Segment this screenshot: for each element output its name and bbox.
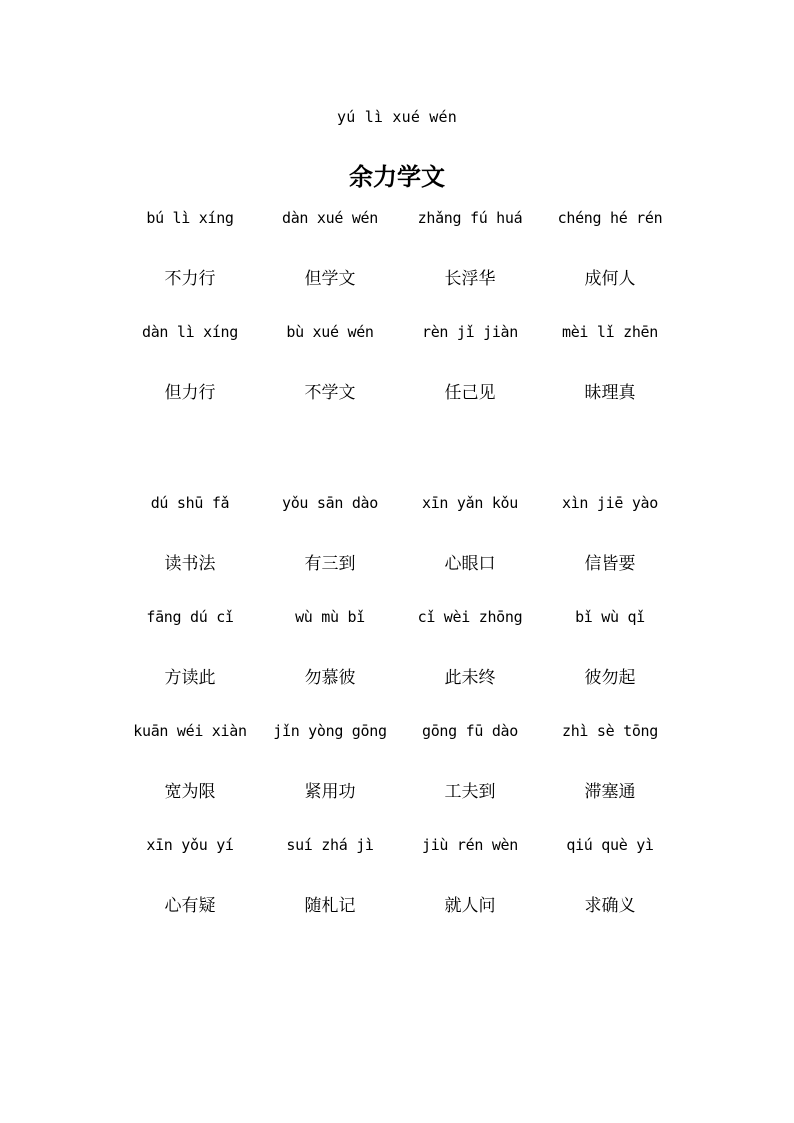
pinyin-phrase: bù xué wén	[286, 323, 374, 341]
hanzi-phrase: 昧理真	[584, 383, 636, 403]
pinyin-phrase: chéng hé rén	[557, 209, 663, 227]
hanzi-phrase: 心有疑	[164, 896, 216, 916]
pinyin-phrase: zhì sè tōng	[561, 722, 659, 740]
pinyin-phrase: dàn xué wén	[281, 209, 379, 227]
pinyin-phrase: wù mù bǐ	[295, 608, 365, 626]
hanzi-phrase: 心眼口	[444, 554, 496, 574]
hanzi-phrase: 不学文	[304, 383, 356, 403]
page-title: 余力学文	[349, 162, 445, 191]
pinyin-phrase: mèi lǐ zhēn	[561, 323, 659, 341]
hanzi-phrase: 有三到	[304, 554, 356, 574]
pinyin-phrase: dàn lì xíng	[141, 323, 239, 341]
pinyin-row	[120, 836, 680, 860]
pinyin-phrase: jiù rén wèn	[421, 836, 519, 854]
pinyin-phrase: jǐn yòng gōng	[273, 722, 387, 740]
pinyin-phrase: bú lì xíng	[146, 209, 234, 227]
hanzi-phrase: 但力行	[164, 383, 216, 403]
hanzi-phrase: 紧用功	[304, 782, 356, 802]
pinyin-phrase: xìn jiē yào	[561, 494, 659, 512]
hanzi-phrase: 滞塞通	[584, 782, 636, 802]
pinyin-phrase: kuān wéi xiàn	[133, 722, 247, 740]
hanzi-phrase: 求确义	[584, 896, 636, 916]
hanzi-phrase: 但学文	[304, 269, 356, 289]
hanzi-phrase: 宽为限	[164, 782, 216, 802]
hanzi-phrase: 长浮华	[444, 269, 496, 289]
hanzi-row	[120, 264, 680, 288]
hanzi-phrase: 信皆要	[584, 554, 636, 574]
pinyin-phrase: yǒu sān dào	[281, 494, 379, 512]
hanzi-phrase: 任己见	[444, 383, 496, 403]
pinyin-phrase: fāng dú cǐ	[146, 608, 234, 626]
pinyin-row	[120, 209, 680, 233]
pinyin-phrase: gōng fū dào	[421, 722, 519, 740]
hanzi-row	[120, 378, 680, 402]
hanzi-phrase: 工夫到	[444, 782, 496, 802]
hanzi-row	[120, 777, 680, 801]
pinyin-row	[120, 722, 680, 746]
hanzi-row	[120, 891, 680, 915]
pinyin-row	[120, 494, 680, 518]
pinyin-phrase: zhǎng fú huá	[417, 209, 523, 227]
pinyin-phrase: rèn jǐ jiàn	[421, 323, 519, 341]
pinyin-row	[120, 323, 680, 347]
hanzi-row	[120, 663, 680, 687]
hanzi-phrase: 方读此	[164, 668, 216, 688]
title-pinyin: yú lì xué wén	[337, 108, 457, 126]
pinyin-phrase: suí zhá jì	[286, 836, 374, 854]
hanzi-phrase: 随札记	[304, 896, 356, 916]
hanzi-phrase: 就人问	[444, 896, 496, 916]
pinyin-phrase: cǐ wèi zhōng	[417, 608, 523, 626]
hanzi-row	[120, 549, 680, 573]
hanzi-phrase: 不力行	[164, 269, 216, 289]
pinyin-phrase: dú shū fǎ	[150, 494, 230, 512]
hanzi-phrase: 勿慕彼	[304, 668, 356, 688]
pinyin-phrase: xīn yǎn kǒu	[421, 494, 519, 512]
pinyin-row	[120, 608, 680, 632]
pinyin-phrase: bǐ wù qǐ	[575, 608, 645, 626]
hanzi-phrase: 读书法	[164, 554, 216, 574]
hanzi-phrase: 此未终	[444, 668, 496, 688]
hanzi-phrase: 成何人	[584, 269, 636, 289]
hanzi-phrase: 彼勿起	[584, 668, 636, 688]
pinyin-phrase: xīn yǒu yí	[146, 836, 234, 854]
pinyin-phrase: qiú què yì	[566, 836, 654, 854]
